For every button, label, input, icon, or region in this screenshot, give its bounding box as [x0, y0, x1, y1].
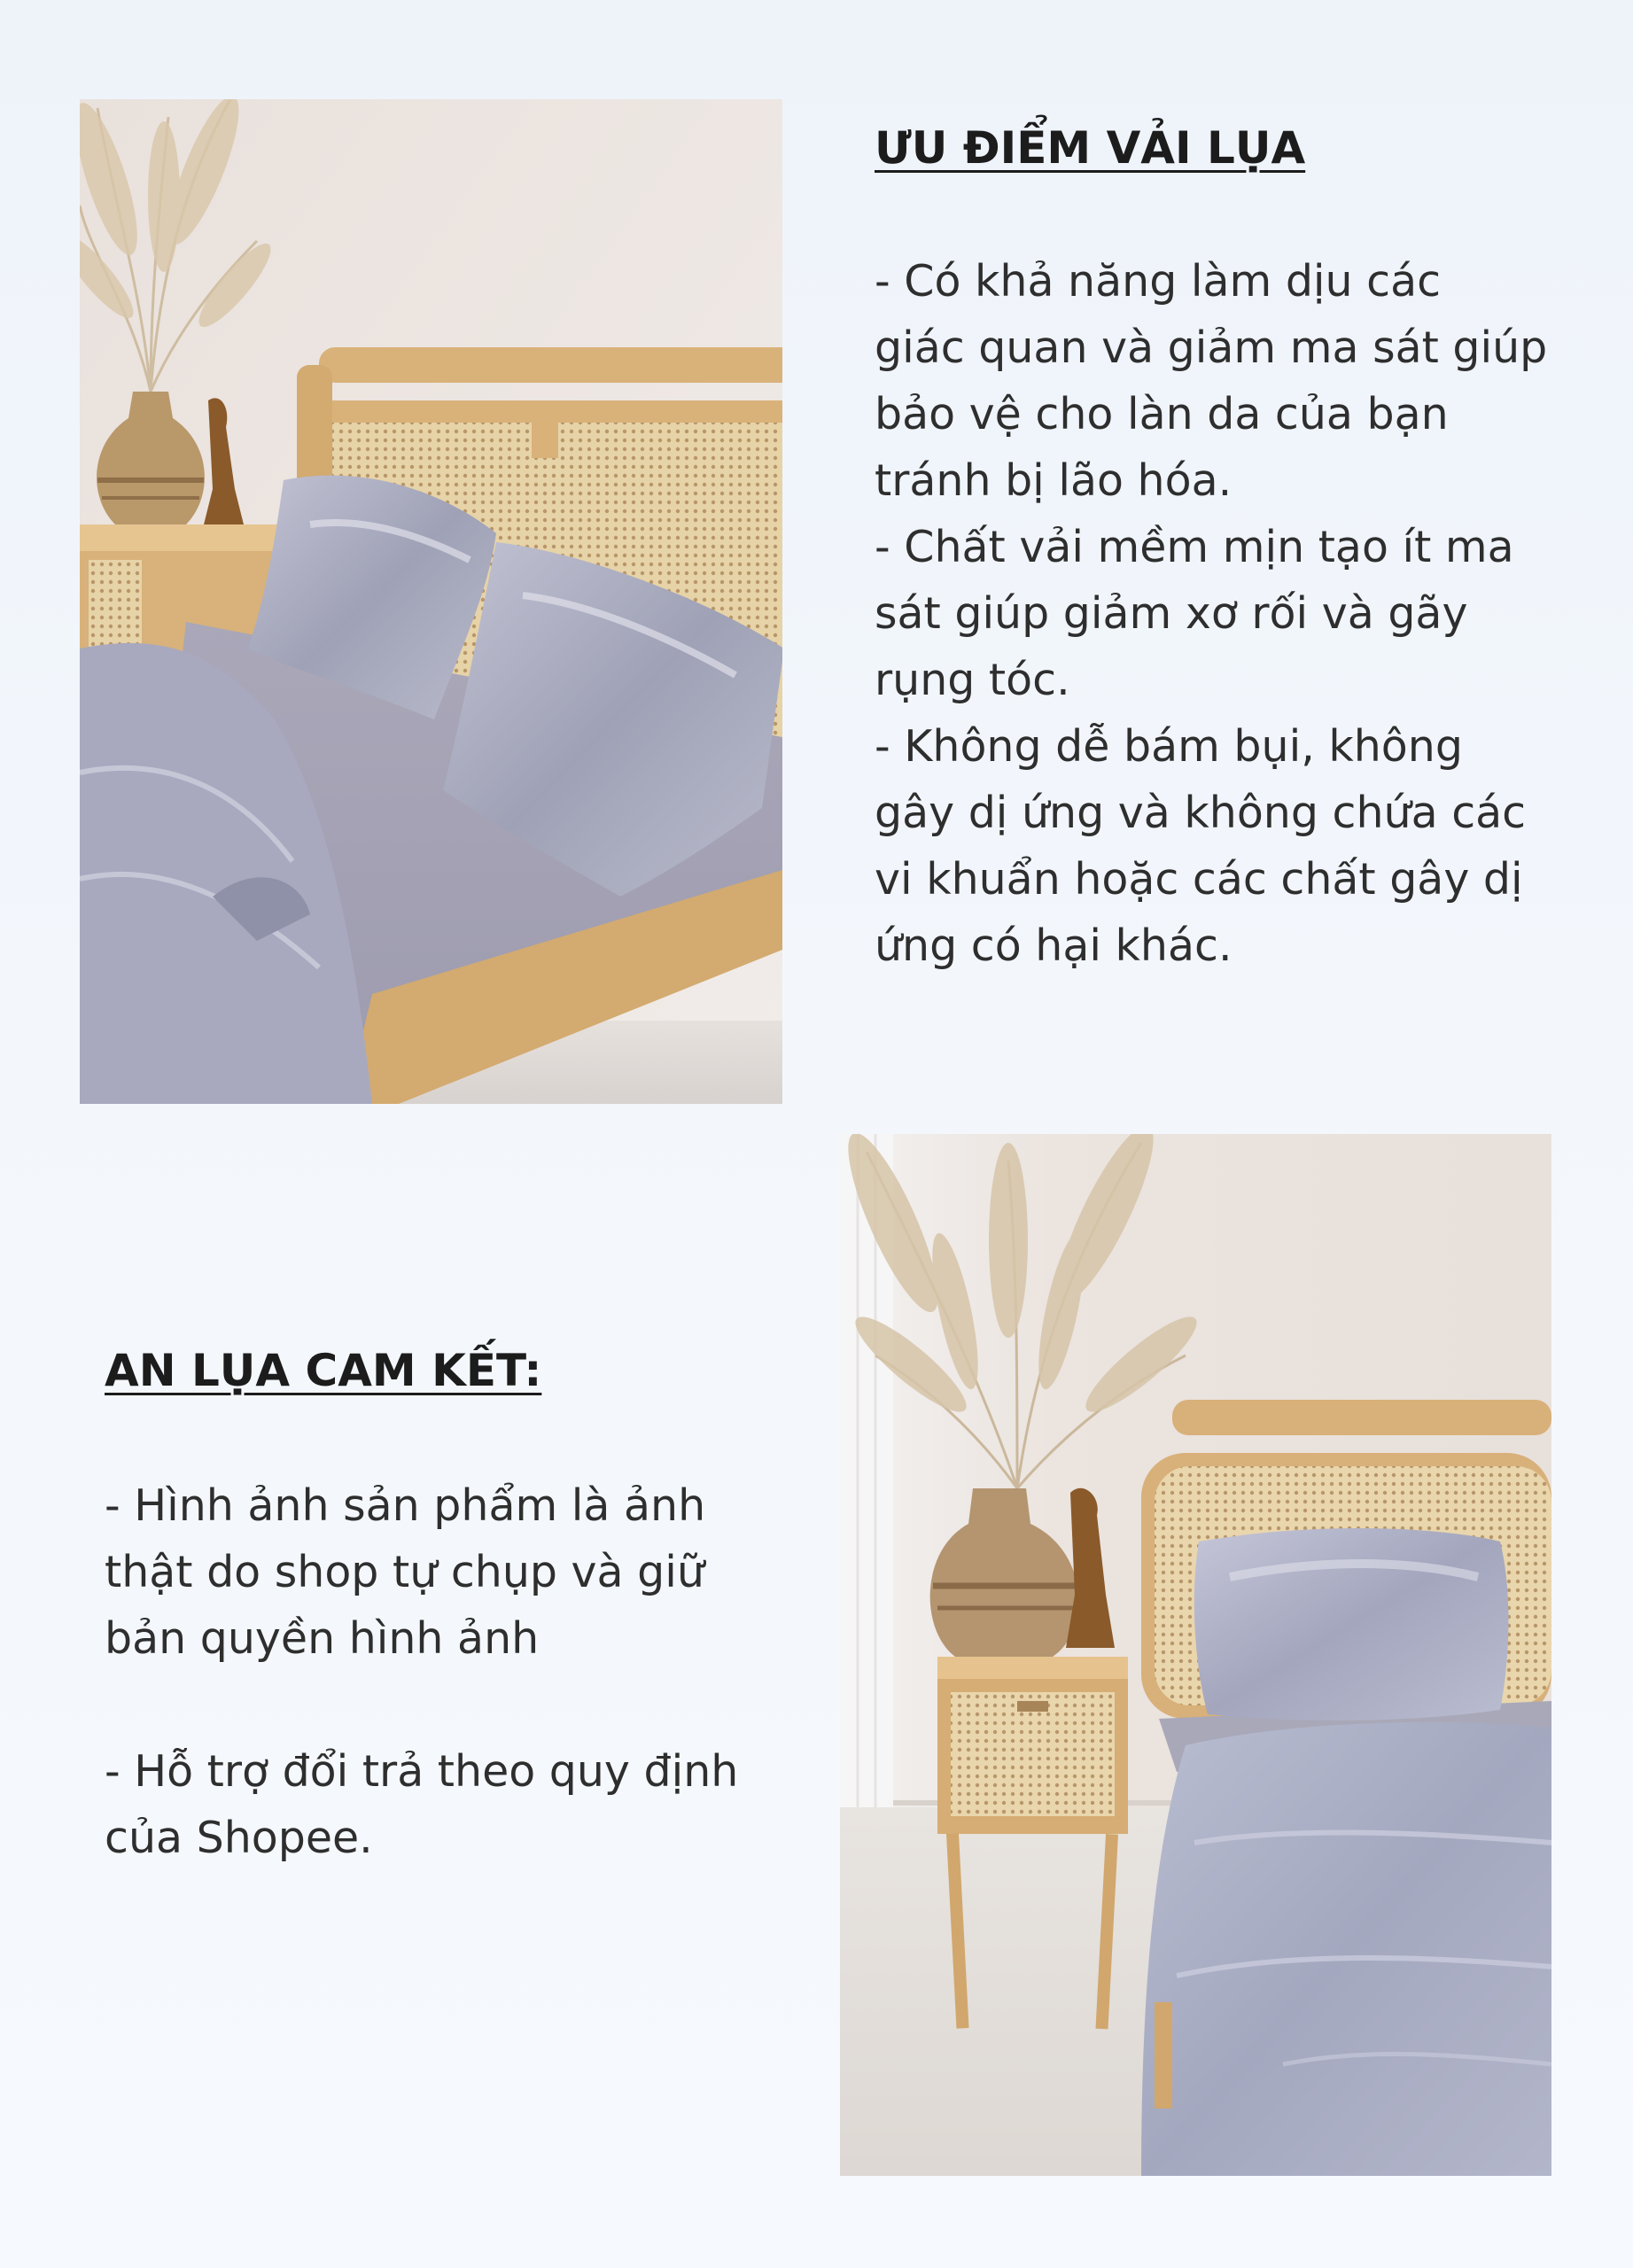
advantages-line: tránh bị lão hóa.	[875, 455, 1233, 506]
advantages-line: ứng có hại khác.	[875, 920, 1233, 971]
advantages-line: sát giúp giảm xơ rối và gãy	[875, 588, 1468, 639]
commitment-heading: AN LỤA CAM KẾT:	[105, 1345, 542, 1396]
advantages-line: - Chất vải mềm mịn tạo ít ma	[875, 522, 1514, 572]
advantages-text	[875, 248, 1547, 979]
commitment-text	[105, 1472, 738, 1871]
advantages-line: - Có khả năng làm dịu các	[875, 256, 1442, 307]
commitment-line: - Hình ảnh sản phẩm là ảnh	[105, 1480, 706, 1531]
advantages-heading: ƯU ĐIỂM VẢI LỤA	[875, 122, 1306, 174]
advantages-line: vi khuẩn hoặc các chất gây dị	[875, 854, 1523, 905]
advantages-line: gây dị ứng và không chứa các	[875, 788, 1527, 838]
commitment-line: - Hỗ trợ đổi trả theo quy định	[105, 1746, 739, 1797]
product-photo-bed-one-pillow	[840, 1134, 1551, 2176]
product-photo-bed-two-pillows	[80, 99, 782, 1104]
commitment-line: bản quyền hình ảnh	[105, 1613, 540, 1664]
advantages-line: bảo vệ cho làn da của bạn	[875, 389, 1449, 439]
commitment-line: thật do shop tự chụp và giữ	[105, 1547, 704, 1597]
commitment-line: của Shopee.	[105, 1813, 373, 1863]
advantages-line: - Không dễ bám bụi, không	[875, 721, 1463, 772]
advantages-line: rụng tóc.	[875, 655, 1070, 705]
paragraph-gap	[105, 1672, 738, 1738]
advantages-line: giác quan và giảm ma sát giúp	[875, 322, 1548, 373]
